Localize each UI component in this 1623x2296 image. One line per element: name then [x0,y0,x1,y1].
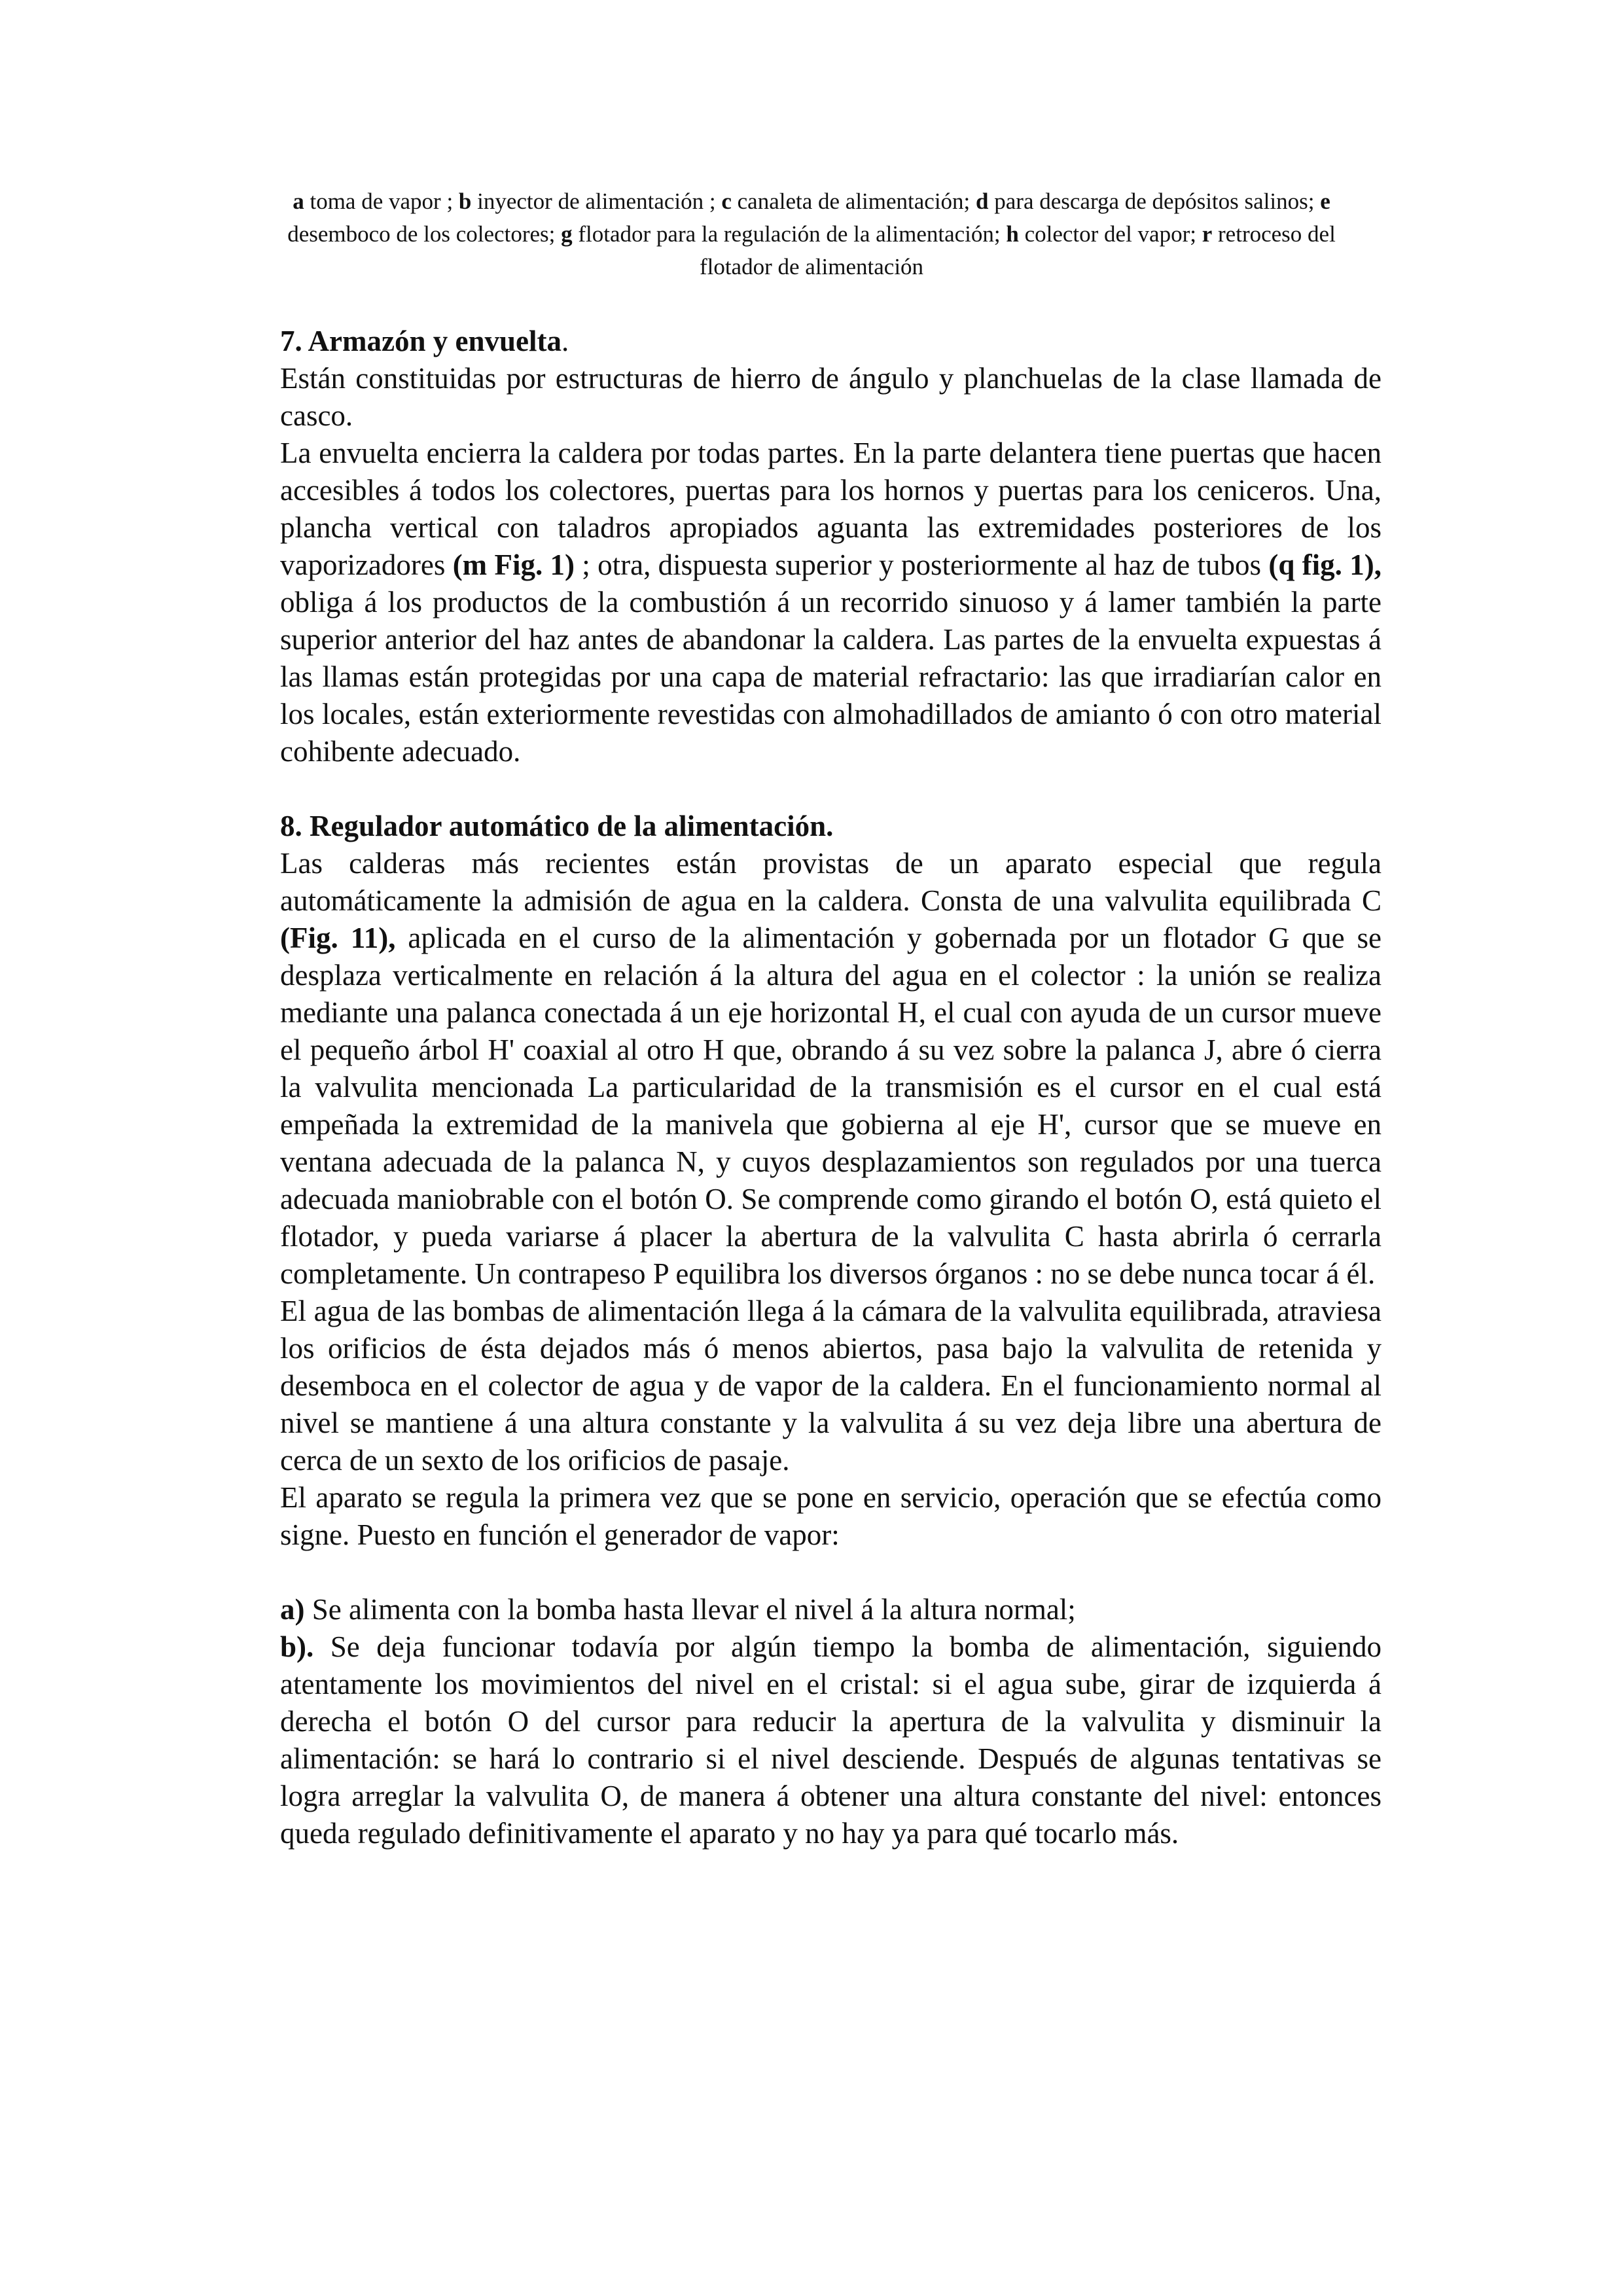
section-8-paragraph-2: El agua de las bombas de alimentación llega á la cámara de la valvulita equilibrada, atraviesa los orificios de ésta dejados más ó menos abiertos, pasa bajo la valvulita de retenida y desemboca en el colector de agua y de vapor de la caldera. En el funcionamiento normal al nivel se mantiene á una altura constante y la valvulita á su vez deja libre una abertura de cerca de un sexto de los orificios de pasaje. [280,1295,1382,1477]
list-item-a-text: Se alimenta con la bomba hasta llevar el nivel á la altura normal; [304,1593,1076,1626]
section-8-paragraph-3: El aparato se regula la primera vez que se pone en servicio, operación que se efectúa como signe. Puesto en función el generador de vapor: [280,1481,1382,1551]
section-7-heading [280,323,1382,360]
caption-key-g: g [561,221,573,247]
list-item-b [280,1628,1382,1852]
list-item-b-text: Se deja funcionar todavía por algún tiempo la bomba de alimentación, siguiendo atentamente los movimientos del nivel en el cristal: si el agua sube, girar de izquierda á derecha el botón O del cursor para reducir la apertura de la valvulita y disminuir la alimentación: se hará lo contrario si el nivel desciende. Después de algunas tentativas se logra arreglar la valvulita O, de manera á obtener una altura constante del nivel: entonces queda regulado definitivamente el aparato y no hay ya para qué tocarlo más. [280,1630,1382,1850]
list-item-a [280,1591,1382,1628]
caption-text-r: retroceso del flotador de alimentación [699,221,1336,279]
caption-key-e: e [1320,188,1330,214]
section-7-p2-text-1: La envuelta encierra la caldera por todas partes. En la parte delantera tiene puertas que hacen accesibles á todos los colectores, puertas para los hornos y puertas para los ceniceros. Una, plancha vertical con taladros apropiados aguanta las extremidades posteriores de los vaporizadores [280,437,1382,581]
section-7-heading-dot: . [561,325,569,357]
caption-text-b: inyector de alimentación ; [471,188,722,214]
list-item-a-label: a) [280,1593,305,1626]
section-7-p2-text-2: ; otra, dispuesta superior y posteriormente al haz de tubos [575,548,1269,581]
caption-key-h: h [1006,221,1019,247]
section-7-paragraph-2 [280,435,1382,770]
section-8-heading: 8. Regulador automático de la alimentación. [280,810,834,842]
caption-key-r: r [1202,221,1213,247]
figure-reference-m: (m Fig. 1) [452,548,575,581]
figure-reference-q: (q fig. 1), [1268,548,1382,581]
caption-text-d: para descarga de depósitos salinos; [988,188,1321,214]
section-8-p1-text-1: Las calderas más recientes están provistas de un aparato especial que regula automáticamente la admisión de agua en la caldera. Consta de una valvulita equilibrada C [280,847,1382,917]
caption-key-b: b [458,188,472,214]
figure-caption [249,185,1374,283]
caption-text-e: desemboco de los colectores; [287,221,562,247]
list-item-b-label: b). [280,1630,314,1663]
caption-key-a: a [293,188,304,214]
caption-text-a: toma de vapor ; [304,188,459,214]
caption-text-h: colector del vapor; [1018,221,1202,247]
caption-text-g: flotador para la regulación de la alimentación; [572,221,1007,247]
section-8-paragraph-1 [280,845,1382,1293]
section-7-paragraph-1: Están constituidas por estructuras de hierro de ángulo y planchuelas de la clase llamada de casco. [280,362,1382,432]
body-text [280,323,1382,1852]
section-7-heading-text: 7. Armazón y envuelta [280,325,562,357]
list-spacer [280,1554,1382,1591]
caption-key-d: d [976,188,989,214]
caption-key-c: c [721,188,732,214]
caption-text-c: canaleta de alimentación; [731,188,976,214]
section-8-p1-text-2: aplicada en el curso de la alimentación y gobernada por un flotador G que se desplaza verticalmente en relación á la altura del agua en el colector : la unión se realiza mediante una palanca conectada á un eje horizontal H, el cual con ayuda de un cursor mueve el pequeño árbol H' coaxial al otro H que, obrando á su vez sobre la palanca J, abre ó cierra la valvulita mencionada La particularidad de la transmisión es el cursor en el cual está empeñada la extremidad de la manivela que gobierna al eje H', cursor que se mueve en ventana adecuada de la palanca N, y cuyos desplazamientos son regulados por una tuerca adecuada maniobrable con el botón O. Se comprende como girando el botón O, está quieto el flotador, y pueda variarse á placer la abertura de la valvulita C hasta abrirla ó cerrarla completamente. Un contrapeso P equilibra los diversos órganos : no se debe nunca tocar á él. [280,922,1382,1290]
section-7-p2-text-3: obliga á los productos de la combustión á un recorrido sinuoso y á lamer también la parte superior anterior del haz antes de abandonar la caldera. Las partes de la envuelta expuestas á las llamas están protegidas por una capa de material refractario: las que irradiarían calor en los locales, están exteriormente revestidas con almohadillados de amianto ó con otro material cohibente adecuado. [280,586,1382,768]
section-spacer [280,770,1382,808]
figure-reference-11: (Fig. 11), [280,922,396,954]
